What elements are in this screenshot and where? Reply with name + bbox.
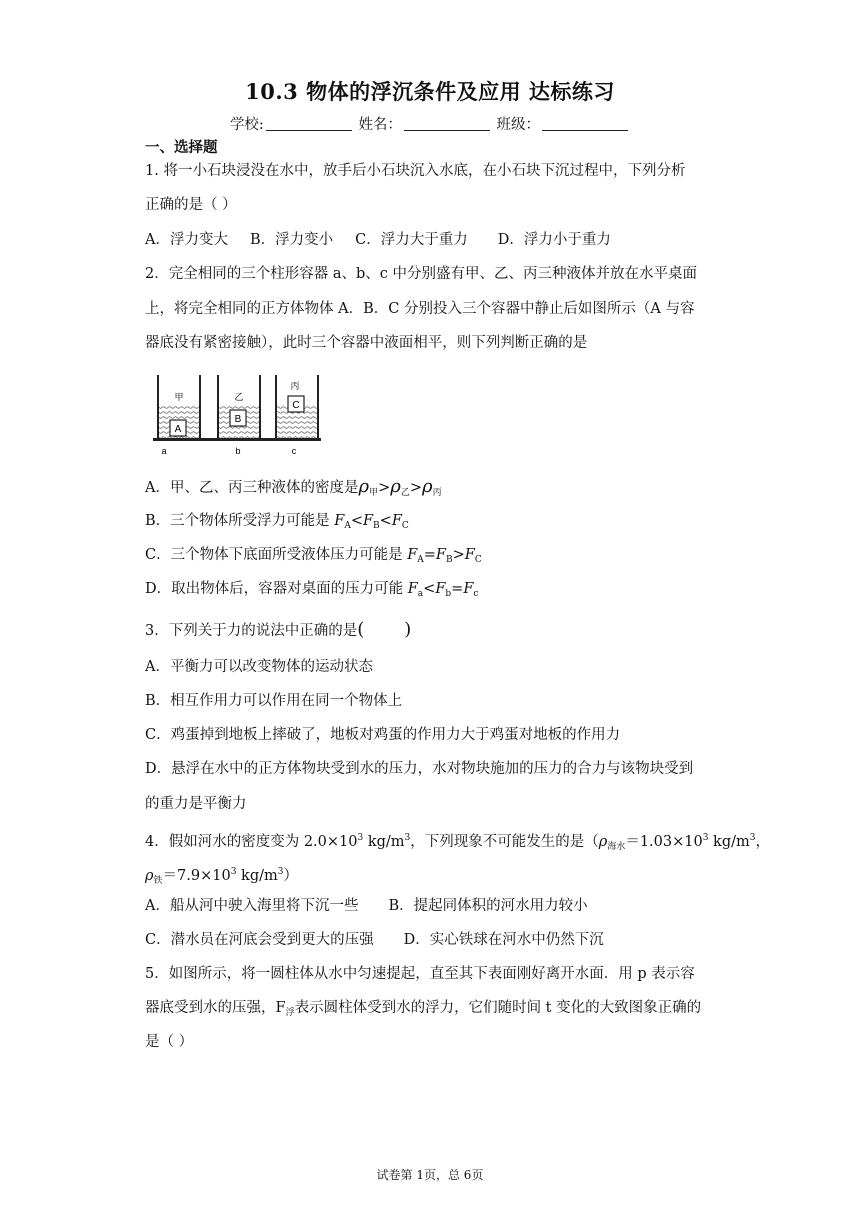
q1-stem-line2: 正确的是（ ） — [145, 197, 237, 213]
q1-option-c: C．浮力大于重力 — [355, 232, 468, 248]
q2-option-c — [145, 545, 482, 570]
lt-sign: < — [379, 513, 392, 529]
q1-option-a: A．浮力变大 — [145, 232, 228, 248]
q3-stem-text: 3．下列关于力的说法中正确的是 — [145, 623, 358, 639]
rho-symbol: ρ — [598, 834, 608, 850]
sub-a: a — [417, 589, 424, 599]
liquid-bing-label: 丙 — [290, 382, 300, 392]
sub-b: B — [445, 555, 453, 565]
q2-option-c-text: C．三个物体下底面所受液体压力可能是 — [145, 547, 408, 563]
q2-stem-line2: 上，将完全相同的正方体物体 A．B．C 分别投入三个容器中静止后如图所示（A 与容 — [145, 301, 695, 317]
q2-containers-figure — [150, 370, 325, 460]
force-symbol: F — [435, 547, 446, 563]
school-blank[interactable] — [266, 116, 352, 131]
school-label: 学校: — [229, 117, 264, 133]
sub-b: B — [373, 521, 380, 531]
name-label: 姓名： — [358, 117, 402, 133]
rho-sub-sea: 海水 — [607, 842, 626, 852]
student-info-line — [0, 113, 860, 134]
rho-symbol: ρ — [390, 476, 401, 497]
q2-option-d — [145, 579, 478, 604]
force-symbol: F — [391, 513, 402, 529]
container-c — [276, 375, 318, 456]
name-blank[interactable] — [404, 116, 490, 131]
rho-sub-iron: 铁 — [153, 876, 163, 886]
force-symbol: F — [407, 581, 418, 597]
rho-symbol: ρ — [145, 868, 154, 884]
q5-stem-line3: 是（ ） — [145, 1034, 194, 1050]
q3-stem — [145, 620, 411, 641]
block-a-label: A — [174, 424, 182, 435]
q4-option-b: B．提起同体积的河水用力较小 — [388, 898, 588, 914]
q1-option-b: B．浮力变小 — [249, 232, 334, 248]
q4-options-row1 — [145, 896, 588, 916]
q2-option-d-text: D．取出物体后，容器对桌面的压力可能 — [145, 581, 408, 597]
q4-option-a: A．船从河中驶入海里将下沉一些 — [145, 898, 359, 914]
q5-stem-text: 表示圆柱体受到水的浮力，它们随时间 t 变化的大致图象正确的 — [294, 1000, 702, 1016]
q2-stem-line3: 器底没有紧密接触），此时三个容器中液面相平，则下列判断正确的是 — [145, 335, 588, 351]
q4-stem-line1: 4．假如河水的密度变为 $2.0\times 10^3$ $kg/m^3$，下列现象不可能发生的是（$\rho_{海水}=1.03\times 10^3$ $kg/m^3$， — [145, 833, 770, 852]
q4-stem-line2 — [145, 862, 298, 891]
rho-symbol: ρ — [422, 476, 433, 497]
exponent: 3 — [404, 833, 411, 843]
q1-options — [145, 230, 611, 250]
force-symbol: F — [407, 547, 418, 563]
q2-option-b — [145, 511, 409, 536]
exponent: 3 — [230, 867, 237, 877]
q1-option-d: D．浮力小于重力 — [497, 232, 611, 248]
section-heading: 一、选择题 — [145, 139, 218, 156]
eq-sign: = — [423, 547, 436, 563]
block-b-label: B — [234, 414, 242, 425]
liquid-jia-label: 甲 — [174, 393, 184, 403]
sub-b: b — [445, 589, 452, 599]
eq-sign: = — [451, 581, 464, 597]
paren-close: ） — [283, 868, 298, 884]
sub-c: C — [401, 521, 409, 531]
class-label: 班级： — [496, 117, 541, 133]
unit: kg/m — [236, 868, 278, 884]
q1-stem-line1: 1. 将一小石块浸没在水中，放手后小石块沉入水底，在小石块下沉过程中，下列分析 — [145, 163, 686, 179]
gt-sign: > — [409, 480, 423, 496]
q3-option-d-line2: 的重力是平衡力 — [145, 796, 247, 812]
q2-option-a-text: A．甲、乙、丙三种液体的密度是 — [145, 480, 359, 496]
unit: kg/m — [363, 834, 405, 850]
rho-sub-yi: 乙 — [400, 488, 410, 498]
q5-stem-line1: 5．如图所示，将一圆柱体从水中匀速提起，直至其下表面刚好离开水面．用 p 表示容 — [145, 966, 695, 982]
rho-sub-jia: 甲 — [369, 488, 379, 498]
table-surface — [153, 438, 321, 441]
q3-option-a: A．平衡力可以改变物体的运动状态 — [145, 659, 373, 675]
paren-close: ) — [404, 619, 412, 640]
q3-option-c: C．鸡蛋掉到地板上摔破了，地板对鸡蛋的作用力大于鸡蛋对地板的作用力 — [145, 727, 621, 743]
paren-open: ( — [357, 619, 365, 640]
class-blank[interactable] — [542, 116, 628, 131]
q4-stem-text: 4．假如河水的密度变为 2.0×10 — [145, 834, 358, 850]
exponent: 3 — [277, 867, 284, 877]
q5-stem-text: 器底受到水的压强，F — [145, 1000, 286, 1016]
force-symbol: F — [464, 547, 475, 563]
container-b-label: b — [235, 446, 241, 456]
q4-option-c: C．潜水员在河底会受到更大的压强 — [145, 932, 374, 948]
block-c-label: C — [292, 400, 300, 411]
exponent: 3 — [749, 833, 756, 843]
sub-a: A — [417, 555, 424, 565]
force-symbol: F — [334, 513, 345, 529]
rho-sub-bing: 丙 — [432, 488, 442, 498]
page-title: 10.3 物体的浮沉条件及应用 达标练习 — [245, 79, 615, 104]
q3-option-d-line1: D．悬浮在水中的正方体物块受到水的压力，水对物块施加的压力的合力与该物块受到 — [145, 761, 694, 777]
sub-c: C — [474, 555, 482, 565]
force-symbol: F — [463, 581, 474, 597]
page-footer: 试卷第 1页，总 6页 — [376, 1168, 484, 1182]
q2-stem-line1: 2．完全相同的三个柱形容器 a、b、c 中分别盛有甲、乙、丙三种液体并放在水平桌面 — [145, 266, 697, 282]
gt-sign: > — [452, 547, 465, 563]
sub-c: c — [473, 589, 479, 599]
q4-options-row2 — [145, 930, 604, 950]
q2-option-a — [145, 477, 442, 503]
liquid-yi-label: 乙 — [234, 393, 244, 403]
lt-sign: < — [423, 581, 436, 597]
container-a-label: a — [161, 446, 167, 456]
q2-option-b-text: B．三个物体所受浮力可能是 — [145, 513, 335, 529]
sub-a: A — [344, 521, 351, 531]
rho-symbol: ρ — [358, 476, 370, 497]
container-b — [218, 375, 260, 456]
container-c-label: c — [291, 446, 297, 456]
q4-stem-text: ，下列现象不可能发生的是（ — [410, 834, 599, 850]
unit: kg/m — [708, 834, 750, 850]
q3-option-b: B．相互作用力可以作用在同一个物体上 — [145, 693, 403, 709]
q4-option-d: D．实心铁球在河水中仍然下沉 — [403, 932, 604, 948]
exponent: 3 — [357, 833, 364, 843]
buoyancy-sub: 浮 — [285, 1008, 295, 1018]
force-symbol: F — [435, 581, 446, 597]
iron-density: ＝7.9×10 — [162, 868, 231, 884]
lt-sign: < — [350, 513, 363, 529]
exponent: 3 — [702, 833, 709, 843]
force-symbol: F — [362, 513, 374, 529]
sea-water-density: ＝1.03×10 — [625, 834, 703, 850]
q5-stem-line2 — [145, 998, 701, 1023]
container-a — [158, 375, 200, 456]
gt-sign: > — [378, 480, 391, 496]
